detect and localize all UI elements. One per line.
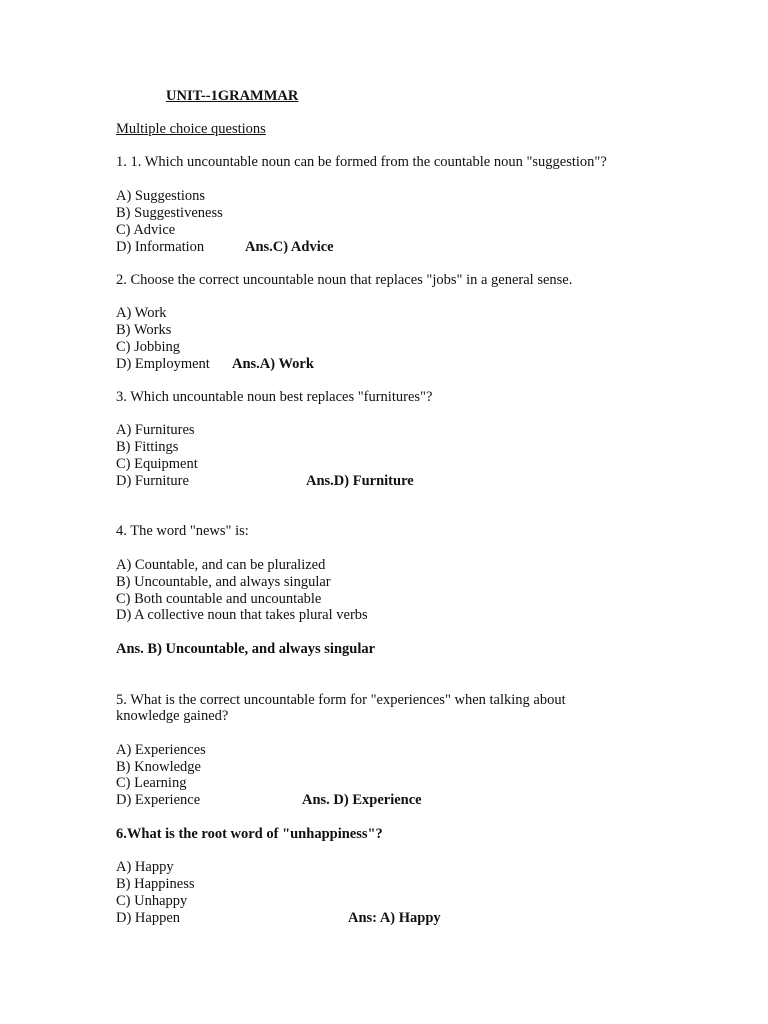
option: A) Suggestions (116, 188, 206, 204)
option: D) Information (116, 239, 205, 255)
option: A) Furnitures (116, 422, 195, 438)
question-text: 1. 1. Which uncountable noun can be formed from the countable noun "suggestion"? (116, 154, 607, 170)
answer: Ans.A) Work (232, 356, 314, 372)
question-text: 2. Choose the correct uncountable noun that replaces "jobs" in a general sense. (116, 272, 573, 288)
option: A) Work (116, 305, 167, 321)
option: B) Uncountable, and always singular (116, 574, 331, 590)
option: B) Works (116, 322, 172, 338)
answer: Ans. D) Experience (302, 792, 422, 808)
answer: Ans.D) Furniture (306, 473, 414, 489)
option: C) Unhappy (116, 893, 188, 909)
answer: Ans.C) Advice (245, 239, 334, 255)
option: B) Knowledge (116, 759, 201, 775)
option: D) A collective noun that takes plural verbs (116, 607, 368, 623)
answer: Ans: A) Happy (348, 910, 441, 926)
option: C) Both countable and uncountable (116, 591, 322, 607)
option: A) Countable, and can be pluralized (116, 557, 326, 573)
section-heading: Multiple choice questions (116, 121, 266, 137)
option: B) Happiness (116, 876, 195, 892)
option: D) Experience (116, 792, 201, 808)
option: D) Employment (116, 356, 210, 372)
question-text-continued: knowledge gained? (116, 708, 229, 724)
option: C) Learning (116, 775, 187, 791)
option: A) Experiences (116, 742, 206, 758)
question-text: 6.What is the root word of "unhappiness"? (116, 826, 383, 842)
option: D) Furniture (116, 473, 189, 489)
question-text: 3. Which uncountable noun best replaces "furnitures"? (116, 389, 433, 405)
option: C) Equipment (116, 456, 198, 472)
option: A) Happy (116, 859, 174, 875)
option: C) Jobbing (116, 339, 181, 355)
question-text: 4. The word "news" is: (116, 523, 249, 539)
page-title: UNIT--1GRAMMAR (166, 88, 299, 104)
answer: Ans. B) Uncountable, and always singular (116, 641, 376, 657)
option: D) Happen (116, 910, 181, 926)
question-text: 5. What is the correct uncountable form for "experiences" when talking about (116, 692, 566, 708)
option: B) Fittings (116, 439, 179, 455)
option: C) Advice (116, 222, 176, 238)
option: B) Suggestiveness (116, 205, 223, 221)
